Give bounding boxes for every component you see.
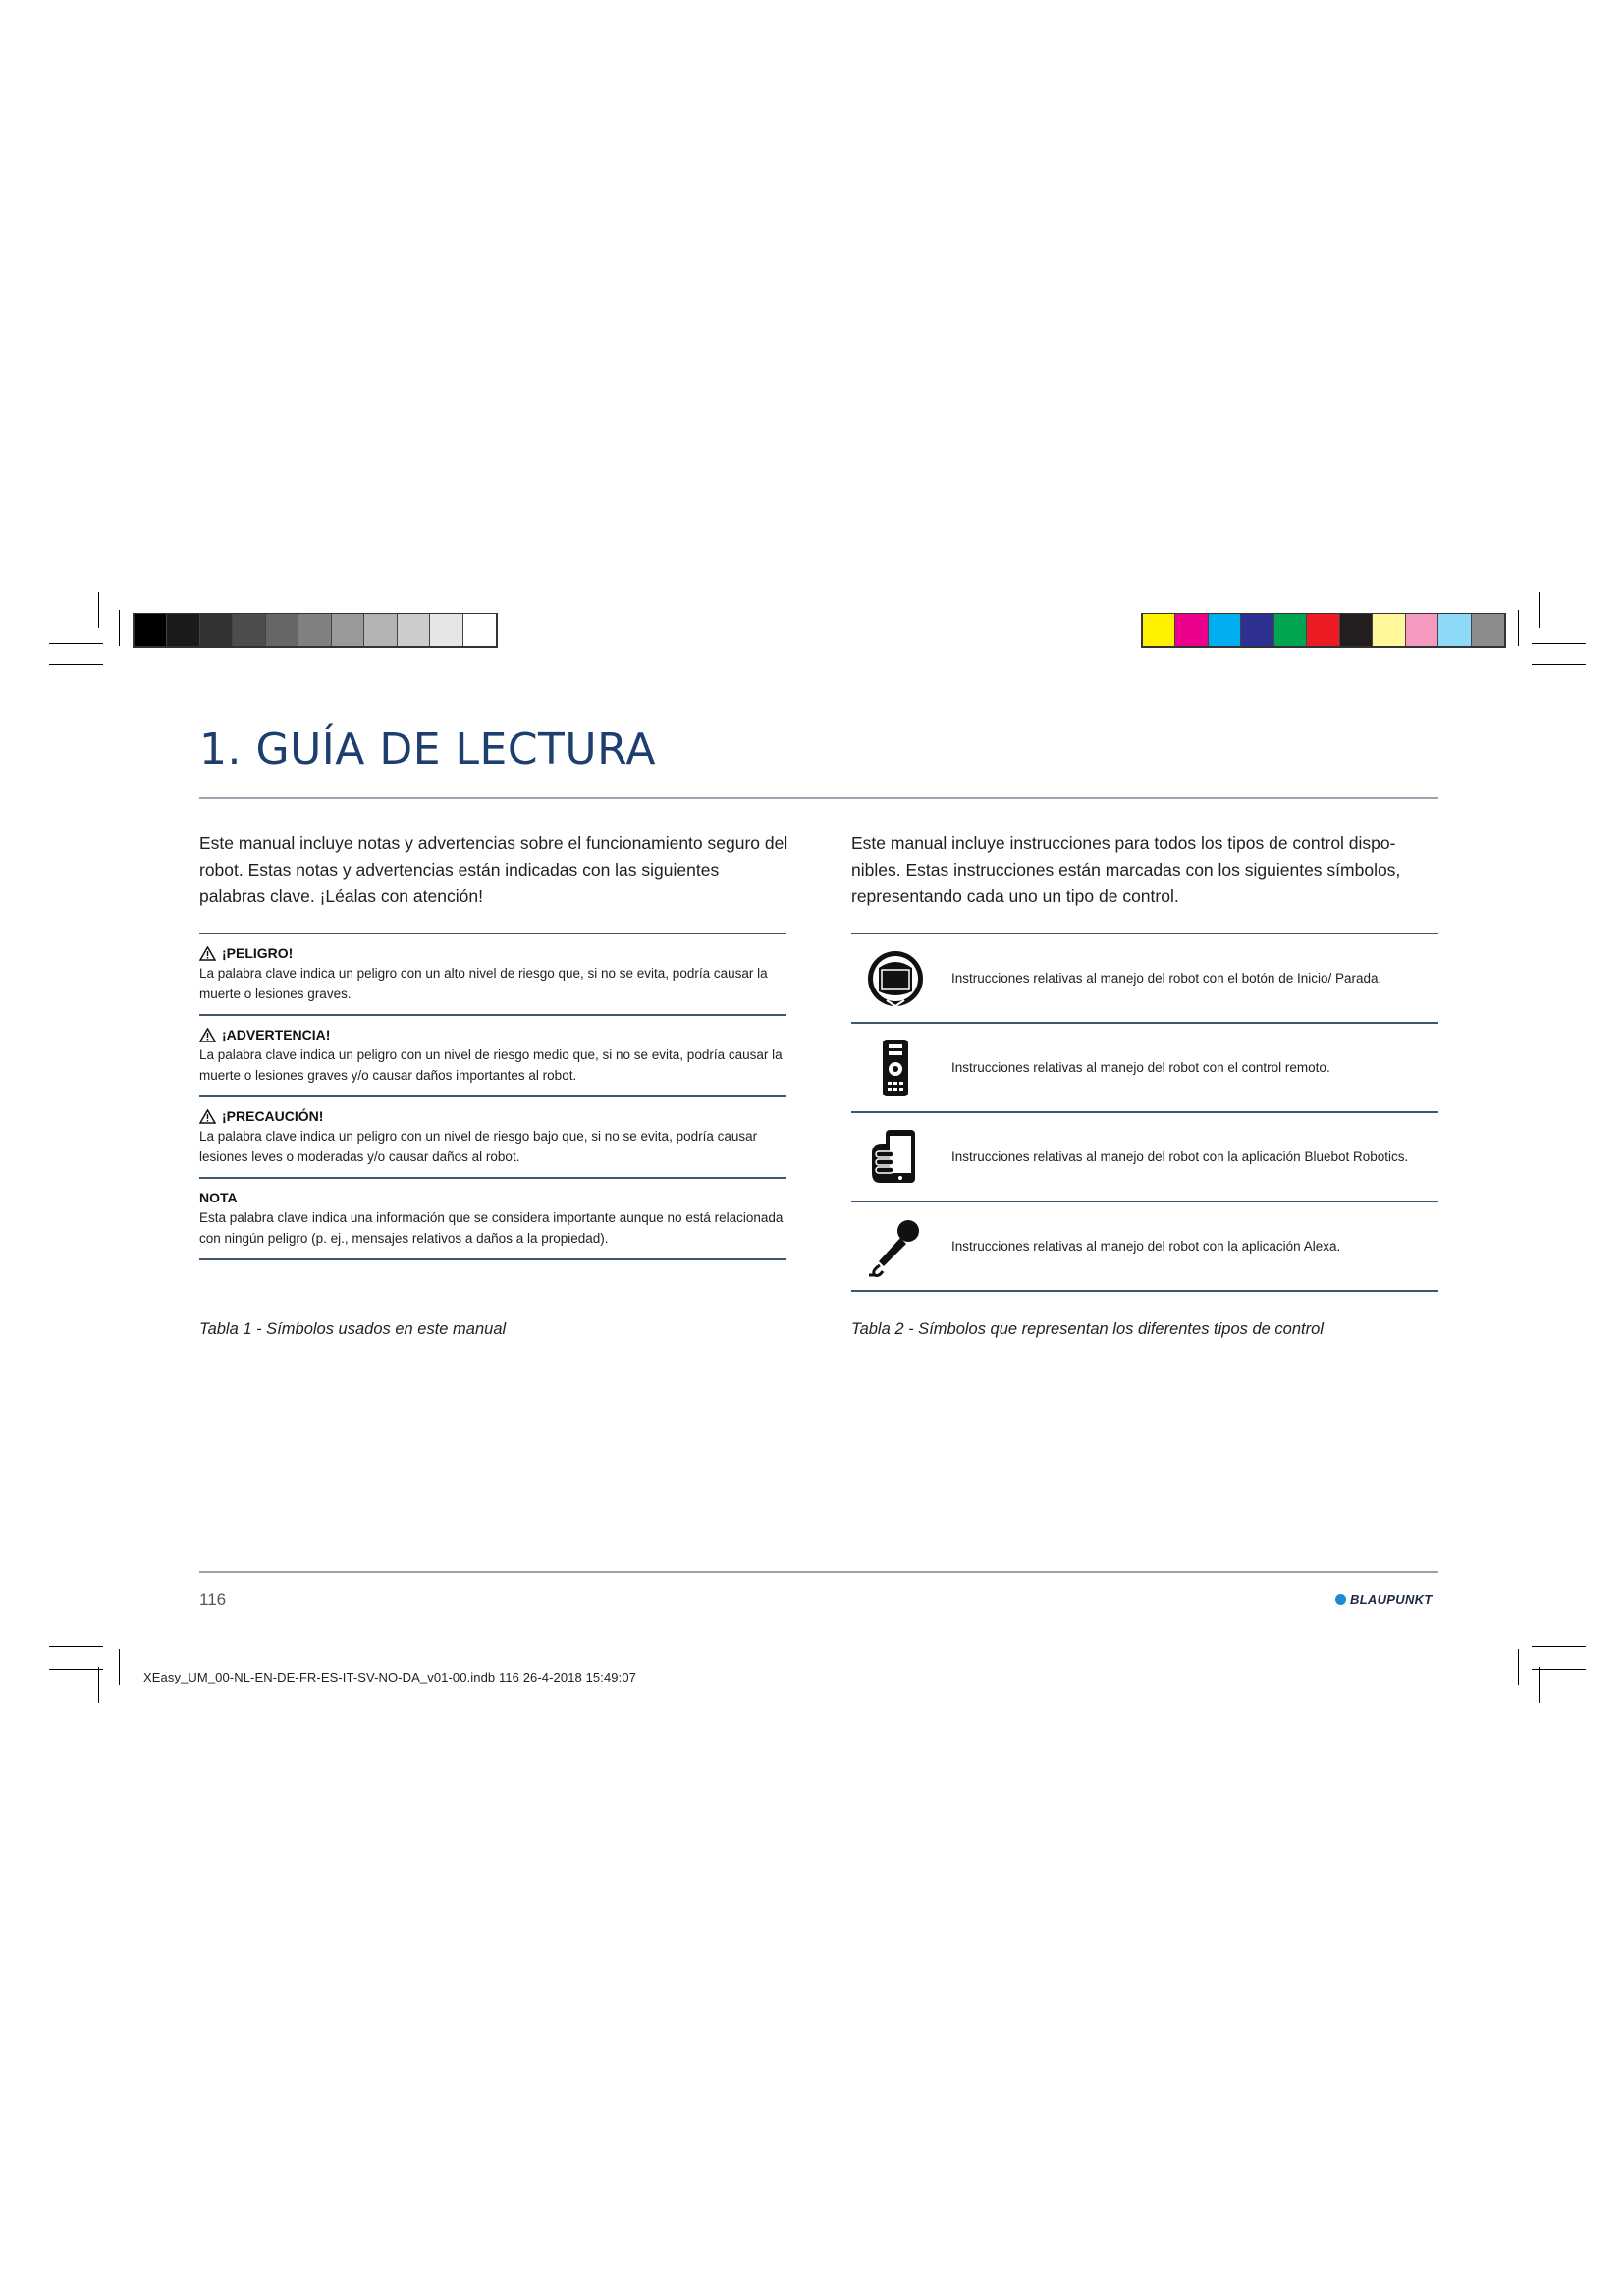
note-label: NOTA bbox=[199, 1190, 238, 1205]
color-swatch bbox=[1307, 614, 1339, 646]
color-swatch bbox=[1472, 614, 1504, 646]
control-row-remote bbox=[851, 1024, 1438, 1113]
control-row-alexa bbox=[851, 1202, 1438, 1292]
note-row-danger bbox=[199, 934, 786, 1016]
crop-mark bbox=[49, 643, 103, 644]
note-text: La palabra clave indica un peligro con un nivel de riesgo bajo que, si no se evita, podría causar lesiones leves o moderadas y/o causar daños al robot. bbox=[199, 1129, 758, 1164]
microphone-icon bbox=[867, 1216, 924, 1277]
color-swatch bbox=[1274, 614, 1307, 646]
crop-mark bbox=[1532, 1646, 1586, 1647]
print-slug: XEasy_UM_00-NL-EN-DE-FR-ES-IT-SV-NO-DA_v01-00.indb 116 26-4-2018 15:49:07 bbox=[143, 1670, 636, 1684]
control-row-app bbox=[851, 1113, 1438, 1202]
control-types-table bbox=[851, 933, 1438, 1292]
gray-swatch bbox=[463, 614, 496, 646]
gray-swatch bbox=[233, 614, 265, 646]
color-swatch bbox=[1143, 614, 1175, 646]
control-description: Instrucciones relativas al manejo del robot con la aplicación Bluebot Robotics. bbox=[951, 1149, 1409, 1164]
crop-mark bbox=[1532, 643, 1586, 644]
gray-swatch bbox=[135, 614, 167, 646]
color-swatch bbox=[1175, 614, 1208, 646]
footer-divider bbox=[199, 1571, 1438, 1573]
page-title: 1. GUÍA DE LECTURA bbox=[199, 724, 657, 774]
control-row-button bbox=[851, 934, 1438, 1024]
table-caption: Tabla 2 - Símbolos que representan los diferentes tipos de control bbox=[851, 1320, 1324, 1338]
intro-right-paragraph: Este manual incluye instrucciones para todos los tipos de control dispo-nibles. Estas instrucciones están marcadas con los siguientes símbolos, representando cada uno un tipo de control. bbox=[851, 833, 1401, 906]
table-caption: Tabla 1 - Símbolos usados en este manual bbox=[199, 1320, 507, 1338]
note-label: ¡PELIGRO! bbox=[222, 945, 294, 961]
gray-swatch bbox=[298, 614, 331, 646]
gray-swatch bbox=[266, 614, 298, 646]
crop-mark bbox=[1539, 592, 1540, 628]
color-swatch bbox=[1340, 614, 1373, 646]
gray-swatch bbox=[332, 614, 364, 646]
warning-icon bbox=[199, 1028, 216, 1042]
color-swatch bbox=[1241, 614, 1273, 646]
title-divider bbox=[199, 797, 1438, 799]
note-heading bbox=[199, 1025, 786, 1044]
control-description: Instrucciones relativas al manejo del robot con el control remoto. bbox=[951, 1060, 1330, 1075]
note-heading bbox=[199, 1106, 786, 1126]
crop-mark bbox=[98, 592, 99, 628]
crop-mark bbox=[49, 1669, 103, 1670]
gray-swatch bbox=[200, 614, 233, 646]
note-heading bbox=[199, 1188, 786, 1207]
brand-logo bbox=[1335, 1592, 1433, 1607]
note-row-warning bbox=[199, 1016, 786, 1097]
crop-mark bbox=[49, 1646, 103, 1647]
note-text: Esta palabra clave indica una información que se considera importante aunque no está relacionada con ningún peligro (p. ej., mensajes relativos a daños a la propiedad). bbox=[199, 1210, 784, 1246]
control-description: Instrucciones relativas al manejo del robot con la aplicación Alexa. bbox=[951, 1239, 1341, 1254]
warning-icon bbox=[199, 946, 216, 961]
note-label: ¡ADVERTENCIA! bbox=[222, 1027, 331, 1042]
remote-control-icon bbox=[881, 1039, 910, 1097]
intro-left-paragraph: Este manual incluye notas y advertencias sobre el funcionamiento seguro del robot. Estas notas y advertencias están indicadas con las siguientes palabras clave. ¡Léalas con atención! bbox=[199, 833, 788, 906]
color-swatch bbox=[1209, 614, 1241, 646]
note-label: ¡PRECAUCIÓN! bbox=[222, 1108, 324, 1124]
gray-swatch bbox=[167, 614, 199, 646]
note-row-caution bbox=[199, 1097, 786, 1179]
process-color-bar bbox=[1141, 613, 1506, 648]
crop-mark bbox=[1532, 1669, 1586, 1670]
note-text: La palabra clave indica un peligro con un alto nivel de riesgo que, si no se evita, podría causar la muerte o lesiones graves. bbox=[199, 966, 768, 1001]
warning-icon bbox=[199, 1109, 216, 1124]
crop-mark bbox=[1532, 664, 1586, 665]
color-swatch bbox=[1438, 614, 1471, 646]
crop-mark bbox=[98, 1667, 99, 1703]
note-heading bbox=[199, 943, 786, 963]
crop-mark bbox=[1518, 1649, 1519, 1685]
note-row-note bbox=[199, 1179, 786, 1260]
page-number: 116 bbox=[199, 1590, 227, 1609]
crop-mark bbox=[49, 664, 103, 665]
grayscale-color-bar bbox=[133, 613, 498, 648]
brand-dot-icon bbox=[1335, 1594, 1346, 1605]
color-swatch bbox=[1373, 614, 1405, 646]
symbols-table bbox=[199, 933, 786, 1260]
crop-mark bbox=[119, 610, 120, 646]
gray-swatch bbox=[430, 614, 462, 646]
crop-mark bbox=[1518, 610, 1519, 646]
smartphone-hand-icon bbox=[868, 1128, 923, 1187]
gray-swatch bbox=[364, 614, 397, 646]
brand-name: BLAUPUNKT bbox=[1350, 1592, 1433, 1607]
robot-icon bbox=[865, 948, 926, 1009]
gray-swatch bbox=[398, 614, 430, 646]
note-text: La palabra clave indica un peligro con un nivel de riesgo medio que, si no se evita, podría causar la muerte o lesiones graves y/o causar daños importantes al robot. bbox=[199, 1047, 783, 1083]
control-description: Instrucciones relativas al manejo del robot con el botón de Inicio/ Parada. bbox=[951, 971, 1382, 986]
color-swatch bbox=[1406, 614, 1438, 646]
crop-mark bbox=[119, 1649, 120, 1685]
crop-mark bbox=[1539, 1667, 1540, 1703]
